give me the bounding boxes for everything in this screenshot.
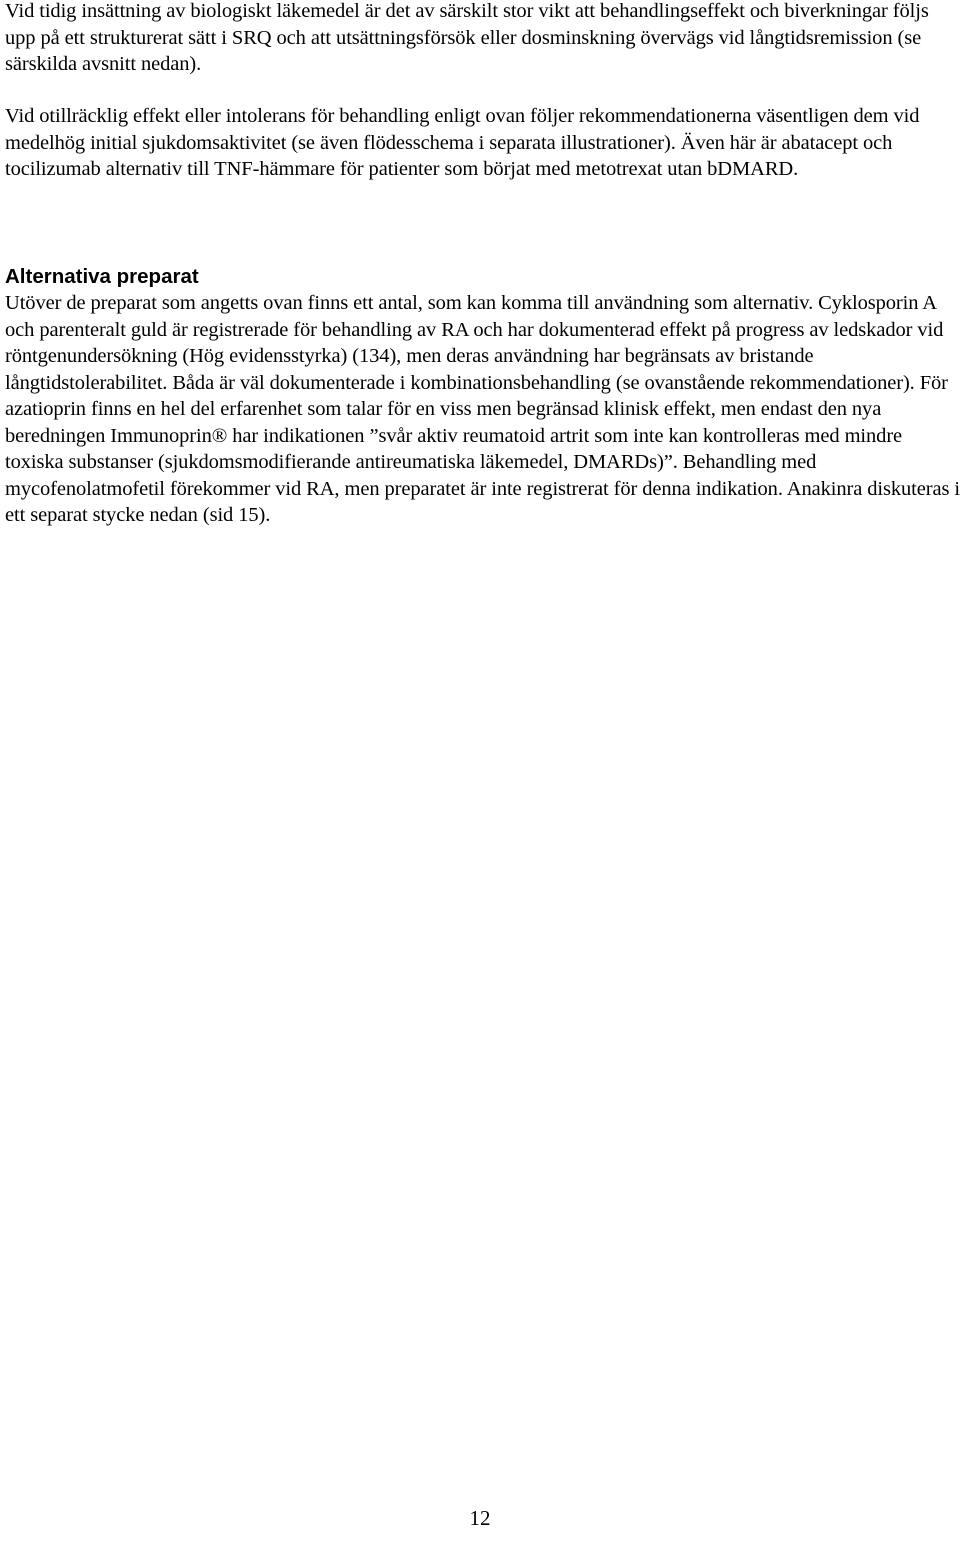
paragraph-alternative-drugs: Utöver de preparat som angetts ovan finns ett antal, som kan komma till användning som alternativ. Cyklosporin A och parenteralt guld är registrerade för behandling av RA och har dokumenterad effekt på progress av ledskador vid röntgenundersökning (Hög evidensstyrka) (134), men deras användning har begränsats av bristande långtidstolerabilitet. Båda är väl dokumenterade i kombinationsbehandling (se ovanstående rekommendationer). För azatioprin finns en hel del erfarenhet som talar för en viss men begränsad klinisk effekt, men endast den nya beredningen Immunoprin® har indikationen ”svår aktiv reumatoid artrit som inte kan kontrolleras med mindre toxiska substanser (sjukdomsmodifierande antireumatiska läkemedel, DMARDs)”. Behandling med mycofenolatmofetil förekommer vid RA, men preparatet är inte registrerat för denna indikation. Anakinra diskuteras i ett separat stycke nedan (sid 15). xyxy=(5,292,960,526)
paragraph-insufficient-effect: Vid otillräcklig effekt eller intolerans för behandling enligt ovan följer rekommendationerna väsentligen dem vid medelhög initial sjukdomsaktivitet (se även flödesschema i separata illustrationer). Även här är abatacept och tocilizumab alternativ till TNF-hämmare för patienter som börjat med metotrexat utan bDMARD. xyxy=(5,105,920,180)
section-heading-alternative-drugs: Alternativa preparat xyxy=(5,265,199,288)
page-number: 12 xyxy=(469,1506,491,1530)
paragraph-biologic-followup: Vid tidig insättning av biologiskt läkemedel är det av särskilt stor vikt att behandlingseffekt och biverkningar följs upp på ett strukturerat sätt i SRQ och att utsättningsförsök eller dosminskning övervägs vid långtidsremission (se särskilda avsnitt nedan). xyxy=(5,0,929,75)
